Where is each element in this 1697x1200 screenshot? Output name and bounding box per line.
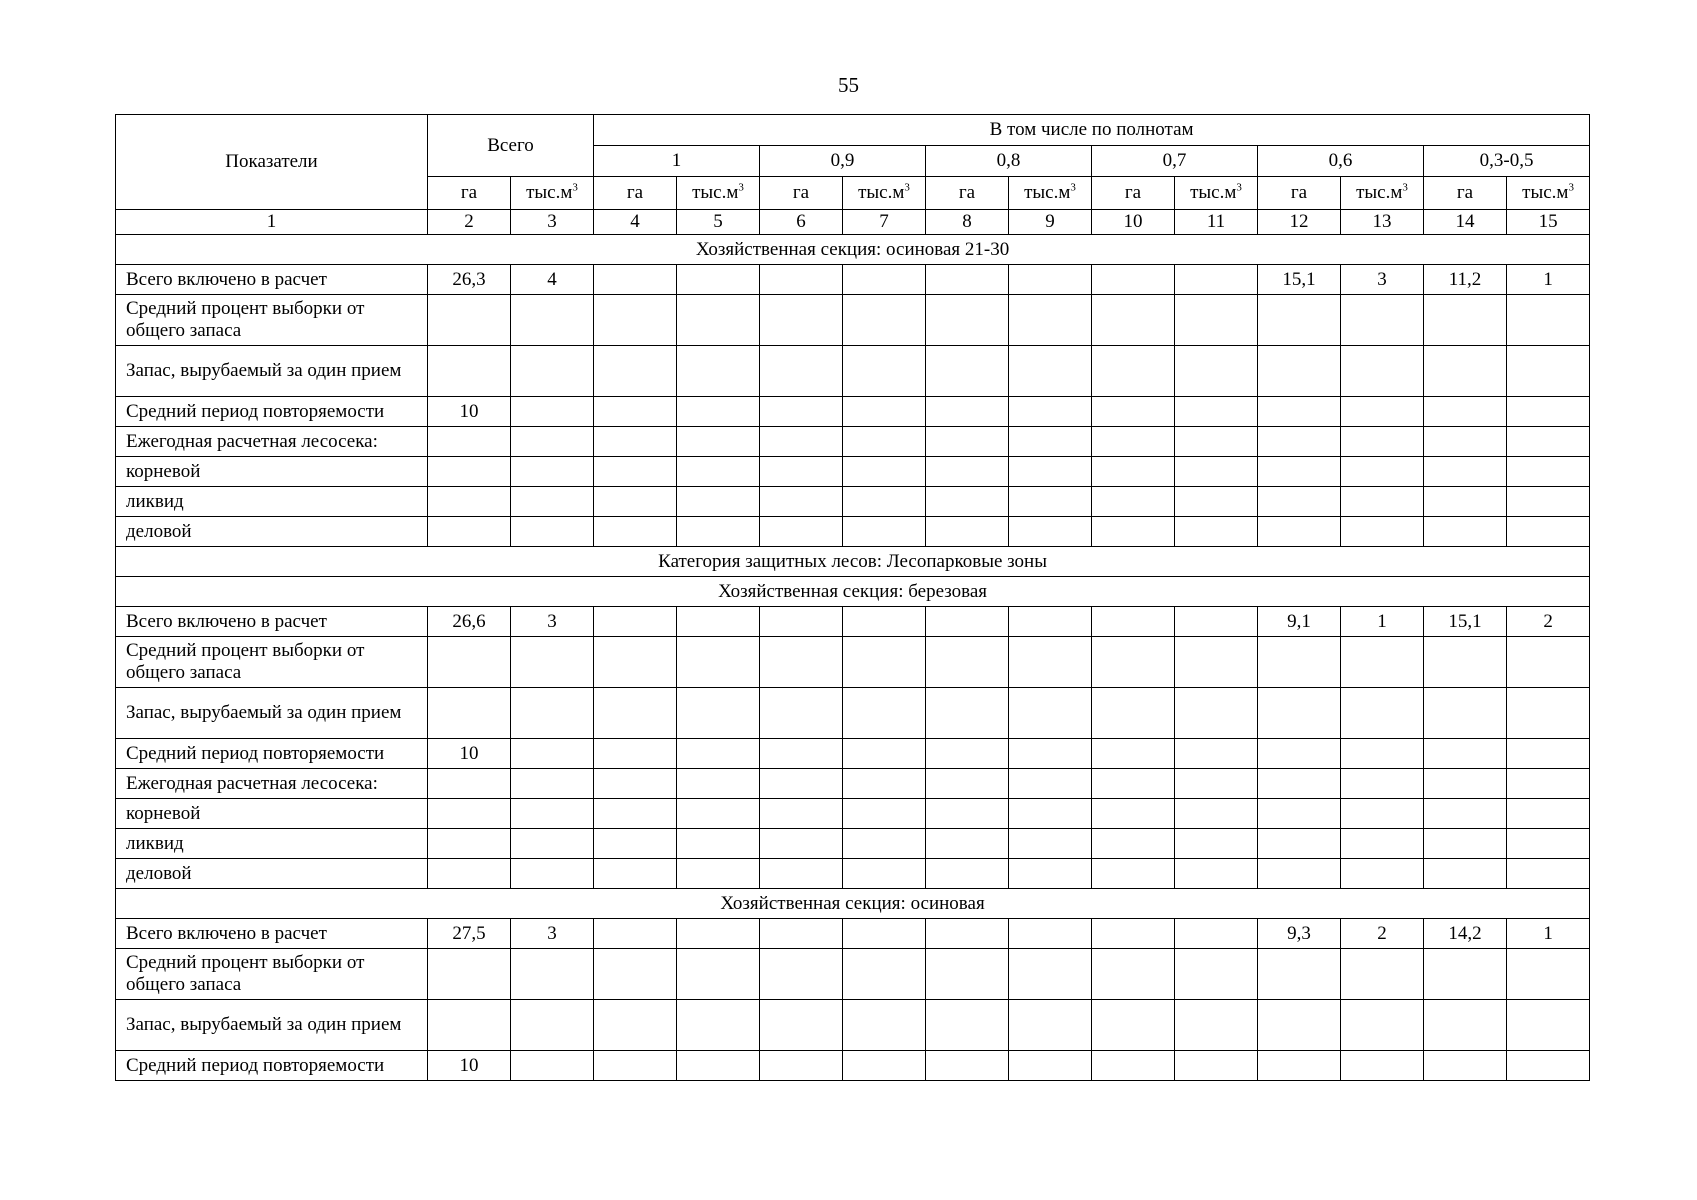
cell-total-vol: 3 [511, 607, 594, 637]
cell-total-vol: 4 [511, 265, 594, 295]
unit-vol: $тыс.м^3$ [1009, 177, 1092, 210]
unit-vol: $тыс.м^3$ [1175, 177, 1258, 210]
header-density: 0,6 [1258, 146, 1424, 177]
header-density: 0,7 [1092, 146, 1258, 177]
page-number: 55 [838, 73, 859, 97]
section-title-row [116, 235, 1590, 265]
row-label: Средний период повторяемости [116, 1051, 428, 1081]
table-row [116, 919, 1590, 949]
column-number: 6 [760, 210, 843, 235]
unit-ha: га [926, 177, 1009, 210]
column-number: 9 [1009, 210, 1092, 235]
column-number: 3 [511, 210, 594, 235]
row-label: Средний процент выборки от общего запаса [116, 295, 428, 346]
table-row [116, 739, 1590, 769]
section-title: Хозяйственная секция: осиновая 21-30 [116, 235, 1590, 265]
column-number: 15 [1507, 210, 1590, 235]
row-label: Всего включено в расчет [116, 607, 428, 637]
unit-ha: га [1092, 177, 1175, 210]
cell-d06-vol: 1 [1341, 607, 1424, 637]
unit-ha: га [760, 177, 843, 210]
cell-total-ha: 26,3 [428, 265, 511, 295]
table-row [116, 769, 1590, 799]
unit-vol: $тыс.м^3$ [1507, 177, 1590, 210]
row-label: Всего включено в расчет [116, 919, 428, 949]
table-row [116, 517, 1590, 547]
table-row [116, 487, 1590, 517]
table-row [116, 859, 1590, 889]
row-label: Всего включено в расчет [116, 265, 428, 295]
header-density: 1 [594, 146, 760, 177]
cell-d035-vol: 1 [1507, 919, 1590, 949]
section-title-row [116, 889, 1590, 919]
table-row [116, 1051, 1590, 1081]
table-row [116, 829, 1590, 859]
cell-period: 10 [428, 739, 511, 769]
section-title-row [116, 577, 1590, 607]
row-label: Запас, вырубаемый за один прием [116, 1000, 428, 1051]
row-label: корневой [116, 799, 428, 829]
table-row [116, 427, 1590, 457]
row-label: деловой [116, 859, 428, 889]
row-label: Ежегодная расчетная лесосека: [116, 769, 428, 799]
row-label: ликвид [116, 487, 428, 517]
table-row [116, 265, 1590, 295]
row-label: ликвид [116, 829, 428, 859]
cell-d06-vol: 3 [1341, 265, 1424, 295]
table-row [116, 607, 1590, 637]
table-row [116, 346, 1590, 397]
row-label: деловой [116, 517, 428, 547]
column-number: 7 [843, 210, 926, 235]
table-row [116, 457, 1590, 487]
column-number: 14 [1424, 210, 1507, 235]
column-number: 5 [677, 210, 760, 235]
header-density: 0,9 [760, 146, 926, 177]
header-density: 0,8 [926, 146, 1092, 177]
felling-table [115, 114, 1590, 1081]
unit-vol: $тыс.м^3$ [843, 177, 926, 210]
cell-d035-ha: 15,1 [1424, 607, 1507, 637]
column-number: 8 [926, 210, 1009, 235]
table-row [116, 1000, 1590, 1051]
row-label: Запас, вырубаемый за один прием [116, 346, 428, 397]
unit-vol: $тыс.м^3$ [677, 177, 760, 210]
row-label: Средний период повторяемости [116, 739, 428, 769]
cell-d035-vol: 1 [1507, 265, 1590, 295]
table-row [116, 688, 1590, 739]
cell-d06-ha: 9,1 [1258, 607, 1341, 637]
table-row [116, 949, 1590, 1000]
cell-d06-ha: 15,1 [1258, 265, 1341, 295]
section-title: Хозяйственная секция: осиновая [116, 889, 1590, 919]
header-total: Всего [428, 115, 594, 177]
column-number: 11 [1175, 210, 1258, 235]
header-indicators: Показатели [116, 115, 428, 210]
row-label: Средний процент выборки от общего запаса [116, 949, 428, 1000]
cell-d035-ha: 11,2 [1424, 265, 1507, 295]
cell-total-vol: 3 [511, 919, 594, 949]
column-number: 4 [594, 210, 677, 235]
cell-total-ha: 26,6 [428, 607, 511, 637]
column-number: 10 [1092, 210, 1175, 235]
cell-total-ha: 27,5 [428, 919, 511, 949]
table-row [116, 295, 1590, 346]
category-title-row [116, 547, 1590, 577]
category-title: Категория защитных лесов: Лесопарковые зоны [116, 547, 1590, 577]
cell-d06-vol: 2 [1341, 919, 1424, 949]
cell-d06-ha: 9,3 [1258, 919, 1341, 949]
unit-ha: га [1258, 177, 1341, 210]
column-numbers-row [116, 210, 1590, 235]
column-number: 12 [1258, 210, 1341, 235]
header-density: 0,3-0,5 [1424, 146, 1590, 177]
column-number: 2 [428, 210, 511, 235]
unit-ha: га [428, 177, 511, 210]
table-row [116, 799, 1590, 829]
row-label: Средний период повторяемости [116, 397, 428, 427]
cell-period: 10 [428, 1051, 511, 1081]
unit-ha: га [1424, 177, 1507, 210]
unit-vol: $тыс.м^3$ [1341, 177, 1424, 210]
cell-d035-vol: 2 [1507, 607, 1590, 637]
table-row [116, 637, 1590, 688]
row-label: Средний процент выборки от общего запаса [116, 637, 428, 688]
section-title: Хозяйственная секция: березовая [116, 577, 1590, 607]
column-number: 13 [1341, 210, 1424, 235]
column-number: 1 [116, 210, 428, 235]
cell-period: 10 [428, 397, 511, 427]
cell-d035-ha: 14,2 [1424, 919, 1507, 949]
unit-vol: $тыс.м^3$ [511, 177, 594, 210]
header-by-density: В том числе по полнотам [594, 115, 1590, 146]
header-row [116, 115, 1590, 146]
unit-ha: га [594, 177, 677, 210]
row-label: корневой [116, 457, 428, 487]
row-label: Запас, вырубаемый за один прием [116, 688, 428, 739]
table-row [116, 397, 1590, 427]
row-label: Ежегодная расчетная лесосека: [116, 427, 428, 457]
